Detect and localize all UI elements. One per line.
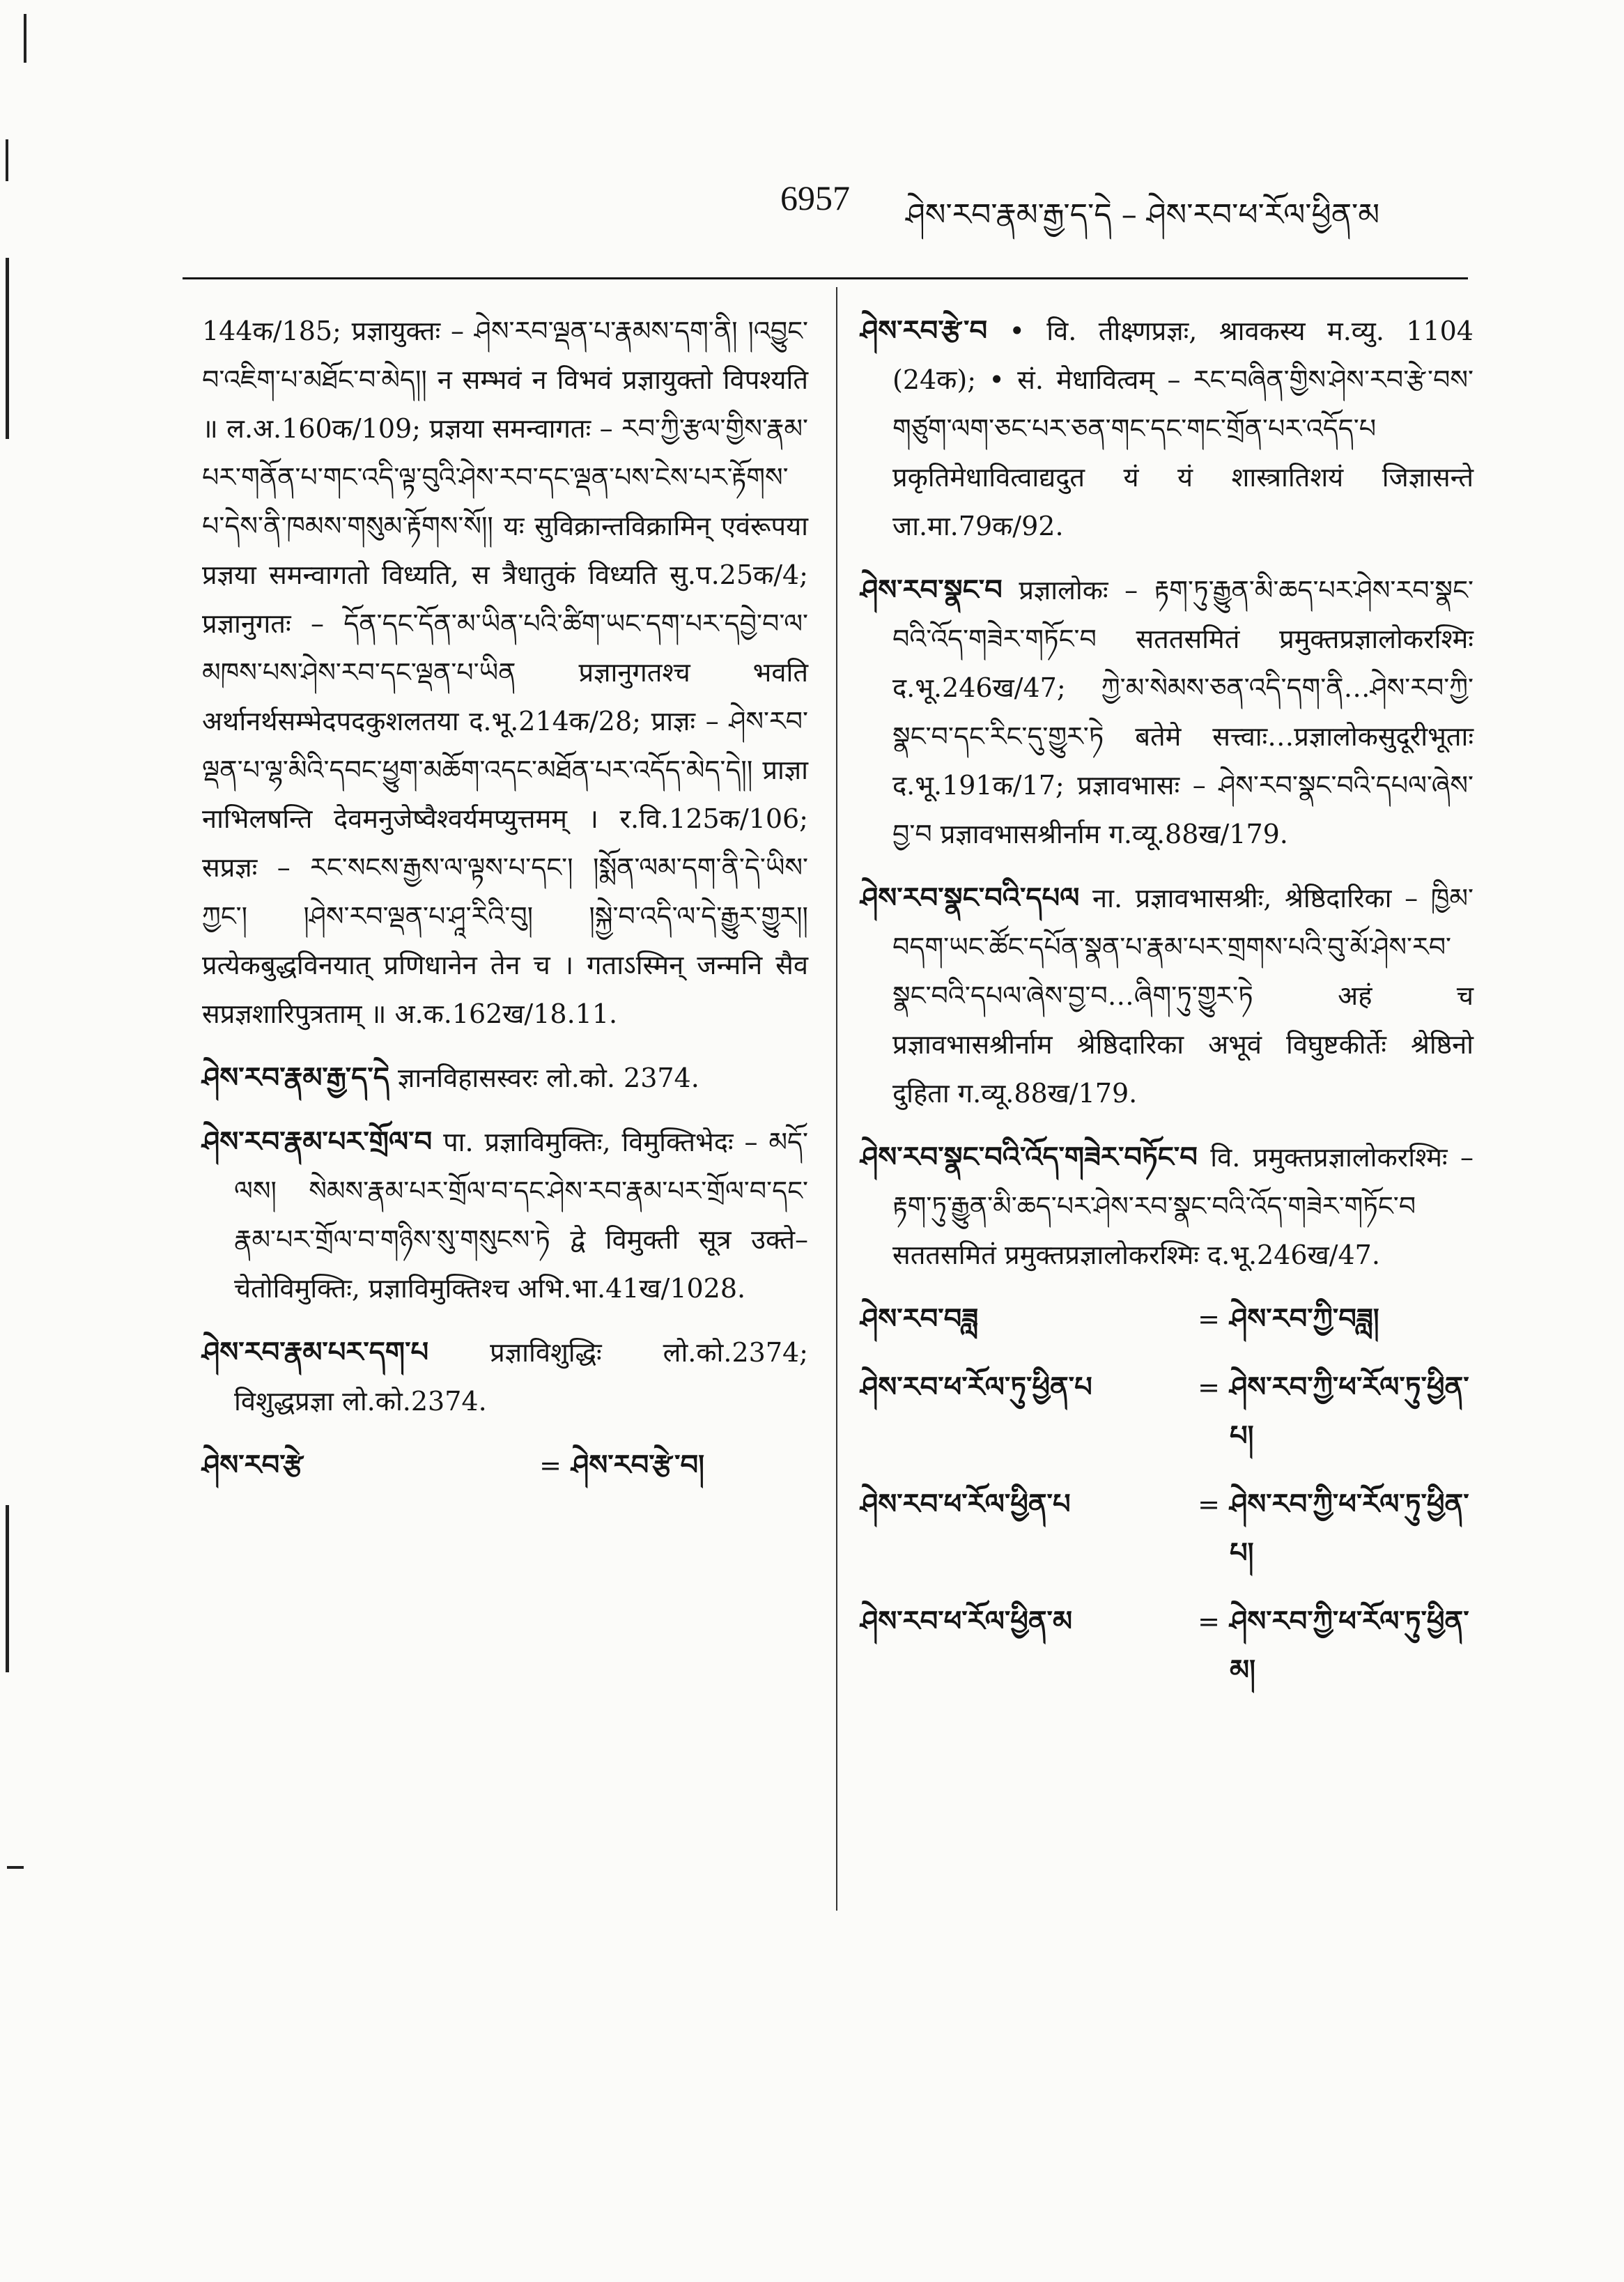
- entry-text: पा. प्रज्ञाविमुक्तिः, विमुक्तिभेदः – མདོ་ལས། སེམས་རྣམ་པར་གྲོལ་བ་དང་ཤེས་རབ་རྣམ་པར་གྲོལ་བ་དང་རྣམ་པར་གྲོལ་བ་གཉིས་སུ་གསུངས་ཏེ द्वे विमुक्ती सूत्र उक्ते–चेतोविमुक्तिः, प्रज्ञाविमुक्तिश्च अभि.भा.41ख/1028.: [234, 1127, 808, 1304]
- equals-sign: =: [1198, 1489, 1220, 1520]
- entry-text: 144क/185; प्रज्ञायुक्तः – ཤེས་རབ་ལྡན་པ་རྣམས་དག་ནི། །འབྱུང་བ་འཇིག་པ་མཐོང་བ་མེད།། न सम्भवं न विभवं प्रज्ञायुक्तो विपश्यति ॥ ल.अ.160क/109; प्रज्ञया समन्वागतः – རབ་ཀྱི་རྩལ་གྱིས་རྣམ་པར་གནོན་པ་གང་འདི་ལྟ་བུའི་ཤེས་རབ་དང་ལྡན་པས་ངེས་པར་རྟོགས་པ་དེས་ནི་ཁམས་གསུམ་རྟོགས་སོ།། यः सुविक्रान्तविक्रामिन् एवंरूपया प्रज्ञया समन्वागतो विध्यति, स त्रैधातुकं विध्यति सु.प.25क/4; प्रज्ञानुगतः – དོན་དང་དོན་མ་ཡིན་པའི་ཚིག་ཡང་དག་པར་དབྱེ་བ་ལ་མཁས་པས་ཤེས་རབ་དང་ལྡན་པ་ཡིན प्रज्ञानुगतश्च भवति अर्थानर्थसम्भेदपदकुशलतया द.भू.214क/28; प्राज्ञः – ཤེས་རབ་ལྡན་པ་ལྷ་མིའི་དབང་ཕྱུག་མཆོག་འདང་མཐོན་པར་འདོད་མེད་དེ།། प्राज्ञा नाभिलषन्ति देवमनुजेष्वैश्वर्यमप्युत्तमम् । र.वि.125क/106; सप्रज्ञः – རང་སངས་རྒྱས་ལ་ལྟས་པ་དང་། །སྨོན་ལམ་དག་ནི་དེ་ཡིས་ཀྱང་། །ཤེས་རབ་ལྡན་པ་ཤཱ་རིའི་བུ། །སྐྱེ་བ་འདི་ལ་དེ་རྒྱུར་གྱུར།། प्रत्येकबुद्धविनयात् प्रणिधानेन तेन च । गताऽस्मिन् जन्मनि सैव सप्रज्ञशारिपुत्रताम् ॥ अ.क.162ख/18.11.: [202, 316, 808, 1029]
- cross-reference-target: ཤེས་རབ་ཀྱི་ཕ་རོལ་ཏུ་ཕྱིན་པ།: [1230, 1371, 1469, 1452]
- cross-reference-entry: [860, 1295, 1474, 1343]
- cross-reference-entry: [860, 1597, 1474, 1695]
- dictionary-entry: [860, 307, 1474, 550]
- scan-margin-mark: [24, 14, 26, 63]
- cross-reference-term: ཤེས་རབ་རྩེ: [202, 1449, 303, 1481]
- entry-headword: ཤེས་རབ་རྣམ་རྒྱ་ད་དེ: [202, 1061, 389, 1094]
- dictionary-entry: [860, 874, 1474, 1118]
- cross-reference-target: ཤེས་རབ་ཀྱི་ཕ་རོལ་ཏུ་ཕྱིན་མ།: [1230, 1605, 1469, 1686]
- header-rule: [183, 277, 1468, 279]
- entry-headword: ཤེས་རབ་སྣང་བའི་དཔལ: [860, 881, 1080, 914]
- cross-reference-term: ཤེས་རབ་བཟླ: [860, 1302, 979, 1335]
- entry-headword: ཤེས་རབ་སྣང་བ: [860, 573, 1003, 606]
- entry-text: प्रज्ञालोकः – རྟག་ཏུ་རྒྱུན་མི་ཆད་པར་ཤེས་རབ་སྣང་བའི་འོད་གཟེར་གཏོང་བ सततसमितं प्रमुक्तप्रज्ञालोकरश्मिः द.भू.246ख/47; ཀྱེ་མ་སེམས་ཅན་འདི་དག་ནི…ཤེས་རབ་ཀྱི་སྣང་བ་དང་རིང་དུ་གྱུར་ཏེ बतेमे सत्त्वाः…प्रज्ञालोकसुदूरीभूताः द.भू.191क/17; प्रज्ञावभासः – ཤེས་རབ་སྣང་བའི་དཔལ་ཞེས་བྱ་བ प्रज्ञावभासश्रीर्नाम ग.व्यू.88ख/179.: [892, 575, 1474, 849]
- dictionary-entry: [860, 566, 1474, 858]
- entry-text: ना. प्रज्ञावभासश्रीः, श्रेष्ठिदारिका – ཁྱིམ་བདག་ཡང་ཚོང་དཔོན་སྣན་པ་རྣམ་པར་གྲགས་པའི་བུ་མོ་ཤེས་རབ་སྣང་བའི་དཔལ་ཞེས་བྱ་བ…ཞིག་ཏུ་གྱུར་ཏེ अहं च प्रज्ञावभासश्रीर्नाम श्रेष्ठिदारिका अभूवं विघुष्टकीर्तेः श्रेष्ठिनो दुहिता ग.व्यू.88ख/179.: [892, 883, 1474, 1109]
- cross-reference-entry: [202, 1441, 808, 1490]
- left-column: [202, 307, 808, 1509]
- cross-reference-term: ཤེས་རབ་ཕ་རོལ་ཕྱིན་པ: [860, 1488, 1071, 1520]
- dictionary-entry: [202, 1118, 808, 1313]
- entry-headword: ཤེས་རབ་རྣམ་པར་དག་པ: [202, 1336, 429, 1369]
- equals-sign: =: [539, 1450, 562, 1481]
- equals-sign: =: [1198, 1304, 1220, 1334]
- cross-reference-target: ཤེས་རབ་རྩེ་བ།: [571, 1449, 704, 1481]
- cross-reference-target: ཤེས་རབ་ཀྱི་ཕ་རོལ་ཏུ་ཕྱིན་པ།: [1230, 1488, 1469, 1569]
- entry-headword: ཤེས་རབ་རྣམ་པར་གྲོལ་བ: [202, 1125, 433, 1158]
- column-divider: [836, 287, 837, 1911]
- scan-margin-mark: [6, 1505, 9, 1672]
- cross-reference-term: ཤེས་རབ་ཕ་རོལ་ཏུ་ཕྱིན་པ: [860, 1371, 1092, 1403]
- cross-reference-entry: [860, 1480, 1474, 1578]
- dictionary-entry: [202, 1054, 808, 1102]
- dictionary-entry: [202, 307, 808, 1038]
- scan-margin-mark: [6, 258, 9, 439]
- cross-reference-entry: [860, 1363, 1474, 1460]
- entry-text: ज्ञानविहासस्वरः लो.को. 2374.: [397, 1063, 699, 1093]
- running-head: ཤེས་རབ་རྣམ་རྒྱ་ད་དེ – ཤེས་རབ་ཕ་རོལ་ཕྱིན་མ: [906, 197, 1380, 233]
- dictionary-entry: [202, 1328, 808, 1426]
- entry-text: प्रज्ञाविशुद्धिः लो.को.2374; विशुद्धप्रज्ञा लो.को.2374.: [234, 1337, 808, 1417]
- entry-headword: ཤེས་རབ་རྩེ་བ: [860, 314, 988, 347]
- entry-text: वि. प्रमुक्तप्रज्ञालोकरश्मिः – རྟག་ཏུ་རྒྱུན་མི་ཆད་པར་ཤེས་རབ་སྣང་བའི་འོད་གཟེར་གཏོང་བ सततसमितं प्रमुक्तप्रज्ञालोकरश्मिः द.भू.246ख/47.: [892, 1142, 1474, 1270]
- dictionary-entry: [860, 1133, 1474, 1279]
- equals-sign: =: [1198, 1372, 1220, 1403]
- equals-sign: =: [1198, 1606, 1220, 1637]
- page-number: 6957: [780, 178, 850, 217]
- entry-text: • वि. तीक्ष्णप्रज्ञः, श्रावकस्य म.व्यु. 1104 (24क); • सं. मेधावित्वम् – རང་བཞིན་གྱིས་ཤེས་རབ་རྩེ་བས་གཙུག་ལག་ཅང་པར་ཅན་གང་དང་གང་གྲོན་པར་འདོད་པ प्रकृतिमेधावित्वाद्यदुत यं यं शास्त्रातिशयं जिज्ञासन्ते जा.मा.79क/92.: [892, 316, 1474, 541]
- entry-headword: ཤེས་རབ་སྣང་བའི་འོད་གཟེར་བཏོང་བ: [860, 1141, 1198, 1173]
- cross-reference-target: ཤེས་རབ་ཀྱི་བཟླ།: [1230, 1302, 1379, 1335]
- scan-margin-mark: [6, 139, 8, 181]
- page-header: [780, 178, 1477, 233]
- scan-margin-mark: [7, 1866, 24, 1869]
- cross-reference-term: ཤེས་རབ་ཕ་རོལ་ཕྱིན་མ: [860, 1605, 1073, 1637]
- right-column: [860, 307, 1474, 1714]
